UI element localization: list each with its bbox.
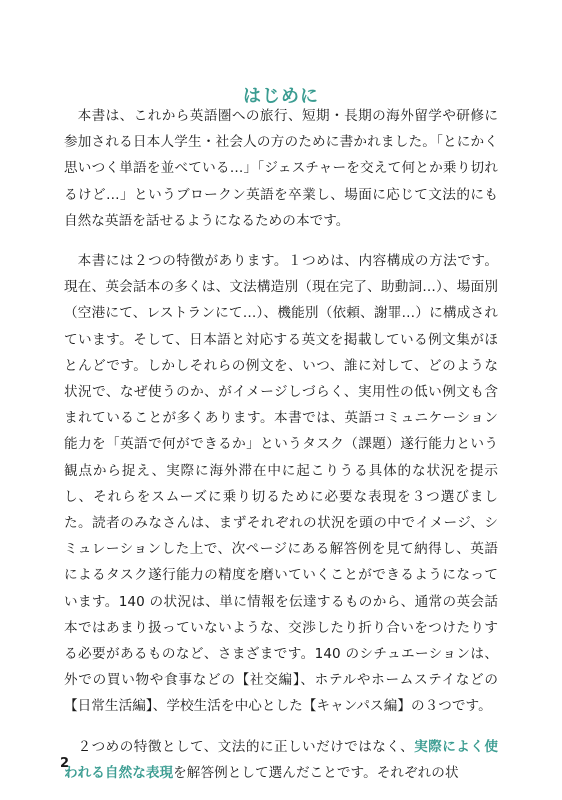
paragraph-1: 本書は、これから英語圏への旅行、短期・長期の海外留学や研修に参加される日本人学生・社会人の方のために書かれました。「とにかく思いつく単語を並べている…」「ジェスチャーを交えて何とか乗り切れるけど…」というブロークン英語を卒業し、場面に応じて文法的にも自然な英語を話せるようになるための本です。 — [64, 108, 498, 229]
paragraph-2: 本書には２つの特徴があります。１つめは、内容構成の方法です。現在、英会話本の多くは、文法構造別（現在完了、助動詞…）、場面別（空港にて、レストランにて…）、機能別（依頼、謝罪…）に構成されています。そして、日本語と対応する英文を掲載している例文集がほとんどです。しかしそれらの例文を、いつ、誰に対して、どのような状況で、なぜ使うのか、がイメージしづらく、実用性の低い例文も含まれていることが多くあります。本書では、英語コミュニケーション能力を「英語で何ができるか」というタスク（課題）遂行能力という観点から捉え、実際に海外滞在中に起こりうる具体的な状況を提示し、それらをスムーズに乗り切るために必要な表現を３つ選びました。読者のみなさんは、まずそれぞれの状況を頭の中でイメージ、シミュレーションした上で、次ページにある解答例を見て納得し、英語によるタスク遂行能力の精度を磨いていくことができるようになっています。140 の状況は、単に情報を伝達するものから、通常の英会話本ではあまり扱っていないような、交渉したり折り合いをつけたりする必要があるものなど、さまざまです。140 のシチュエーションは、外での買い物や食事などの【社交編】、ホテルやホームステイなどの【日常生活編】、学校生活を中心とした【キャンパス編】の３つです。 — [64, 253, 498, 715]
body-text — [64, 103, 498, 800]
paragraph-3-before: ２つめの特徴として、文法的に正しいだけではなく、 — [77, 738, 415, 755]
paragraph-3 — [64, 734, 498, 786]
page-number: 2 — [60, 756, 70, 771]
highlighted-phrase: 実際によく使われる自然な表現 — [64, 738, 498, 781]
page-title: はじめに — [243, 86, 319, 108]
paragraph-3-after: を解答例として選んだことです。それぞれの状 — [173, 764, 459, 781]
